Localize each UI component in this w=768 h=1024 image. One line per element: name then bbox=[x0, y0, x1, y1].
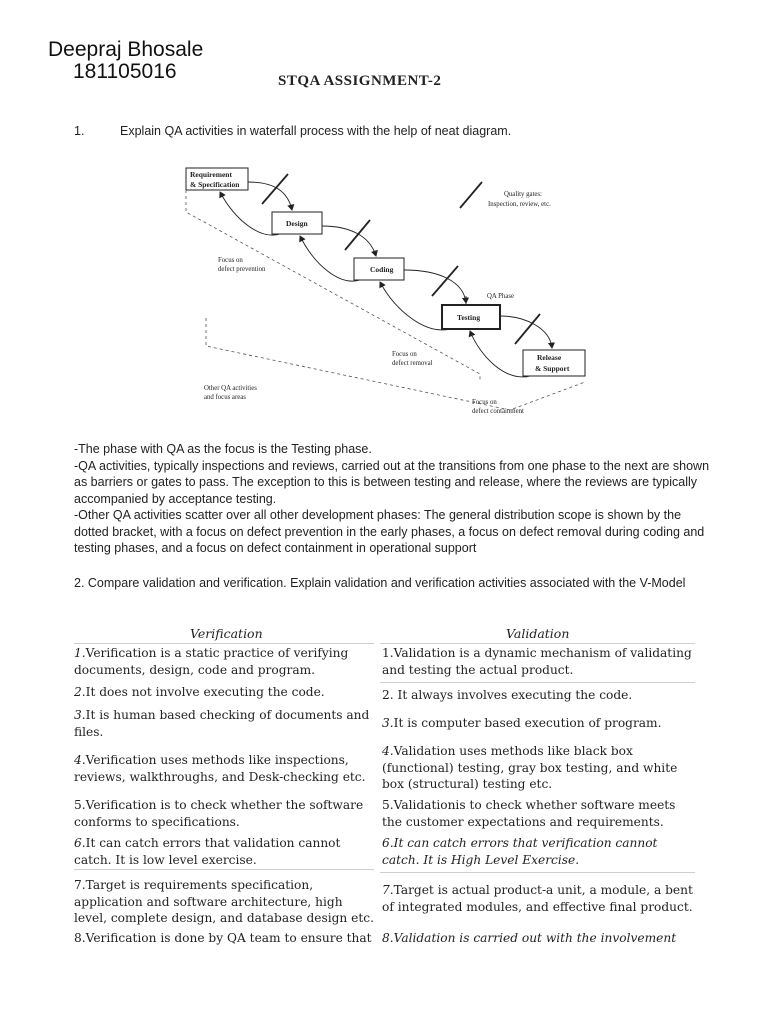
question-2: 2. Compare validation and verification. Explain validation and verification activities associated with the V-Model bbox=[74, 576, 686, 590]
page-title: STQA ASSIGNMENT-2 bbox=[278, 73, 442, 89]
validation-cell: 6.It can catch errors that verification cannot catch. It is High Level Exercise. bbox=[382, 836, 658, 867]
validation-cell: 2. It always involves executing the code. bbox=[382, 688, 633, 702]
gate-legend bbox=[460, 182, 482, 208]
validation-cell: 3.It is computer based execution of program. bbox=[382, 716, 662, 730]
coding-label: Coding bbox=[370, 265, 394, 274]
feedback-design-req bbox=[220, 192, 280, 235]
svg-text:Other QA activities: Other QA activities bbox=[204, 385, 257, 392]
answer-1-line-1: -The phase with QA as the focus is the Testing phase. bbox=[74, 442, 372, 456]
gate-2 bbox=[345, 220, 370, 250]
verification-cell: 8.Verification is done by QA team to ensure that bbox=[74, 931, 372, 945]
verification-cell: 3.It is human based checking of documents and files. bbox=[74, 708, 370, 739]
svg-text:defect removal: defect removal bbox=[392, 360, 433, 367]
validation-cell: 4.Validation uses methods like black box (functional) testing, gray box testing, and white box (structural) testing etc. bbox=[382, 744, 678, 791]
verification-cell: 7.Target is requirements specification, application and software architecture, high level, complete design, and database design etc. bbox=[74, 878, 374, 925]
svg-text:Focus on: Focus on bbox=[472, 399, 497, 406]
arrow-design-coding bbox=[322, 226, 376, 256]
release-label-2: & Support bbox=[535, 364, 570, 373]
testing-label: Testing bbox=[457, 313, 481, 322]
design-label: Design bbox=[286, 219, 308, 228]
author-name: Deepraj Bhosale bbox=[48, 38, 204, 61]
verification-cell: 2.It does not involve executing the code. bbox=[74, 685, 325, 699]
qa-waterfall-diagram bbox=[180, 160, 620, 422]
verification-cell: 6.It can catch errors that validation cannot catch. It is low level exercise. bbox=[74, 836, 341, 867]
validation-cell: 7.Target is actual product-a unit, a module, a bent of integrated modules, and effective final product. bbox=[382, 883, 693, 914]
verification-cell: 5.Verification is to check whether the software conforms to specifications. bbox=[74, 798, 364, 829]
svg-text:Focus on: Focus on bbox=[218, 257, 243, 264]
svg-text:Inspection, review, etc.: Inspection, review, etc. bbox=[488, 201, 551, 208]
verification-cell: 1.Verification is a static practice of verifying documents, design, code and program. bbox=[74, 646, 349, 677]
requirement-label-1: Requirement bbox=[190, 170, 232, 179]
gate-3 bbox=[432, 266, 458, 296]
question-1-text: Explain QA activities in waterfall process with the help of neat diagram. bbox=[120, 124, 512, 138]
svg-text:defect containment: defect containment bbox=[472, 408, 524, 415]
arrow-coding-testing bbox=[404, 270, 466, 303]
svg-text:Focus on: Focus on bbox=[392, 351, 417, 358]
header-validation: Validation bbox=[506, 626, 570, 641]
answer-1 bbox=[74, 441, 714, 557]
validation-cell: 5.Validationis to check whether software meets the customer expectations and requirements. bbox=[382, 798, 676, 829]
validation-cell: 8.Validation is carried out with the involvement bbox=[382, 931, 677, 945]
svg-text:and focus areas: and focus areas bbox=[204, 394, 246, 401]
validation-cell: 1.Validation is a dynamic mechanism of validating and testing the actual product. bbox=[382, 646, 692, 677]
question-1-number: 1. bbox=[74, 124, 85, 138]
svg-text:QA Phase: QA Phase bbox=[487, 293, 514, 300]
verification-cell: 4.Verification uses methods like inspections, reviews, walkthroughs, and Desk-checking etc. bbox=[74, 753, 366, 784]
answer-1-line-3: -Other QA activities scatter over all other development phases: The general distribution scope is shown by the dotted bracket, with a focus on defect prevention in the early phases, a focus on defect removal during coding and testing phases, and a focus on defect containment in operational support bbox=[74, 508, 705, 555]
release-label-1: Release bbox=[537, 353, 562, 362]
header-verification: Verification bbox=[190, 626, 263, 641]
answer-1-line-2: -QA activities, typically inspections and reviews, carried out at the transitions from one phase to the next are shown as barriers or gates to pass. The exception to this is between testing and release, where the reviews are typically accompanied by acceptance testing. bbox=[74, 458, 710, 506]
dashed-bracket-top bbox=[186, 190, 480, 382]
author-id: 181105016 bbox=[73, 60, 177, 83]
requirement-label-2: & Specification bbox=[190, 180, 240, 189]
feedback-testing-coding bbox=[380, 282, 450, 330]
svg-text:Quality gates:: Quality gates: bbox=[504, 191, 542, 198]
svg-text:defect prevention: defect prevention bbox=[218, 266, 266, 273]
gate-1 bbox=[262, 174, 288, 204]
